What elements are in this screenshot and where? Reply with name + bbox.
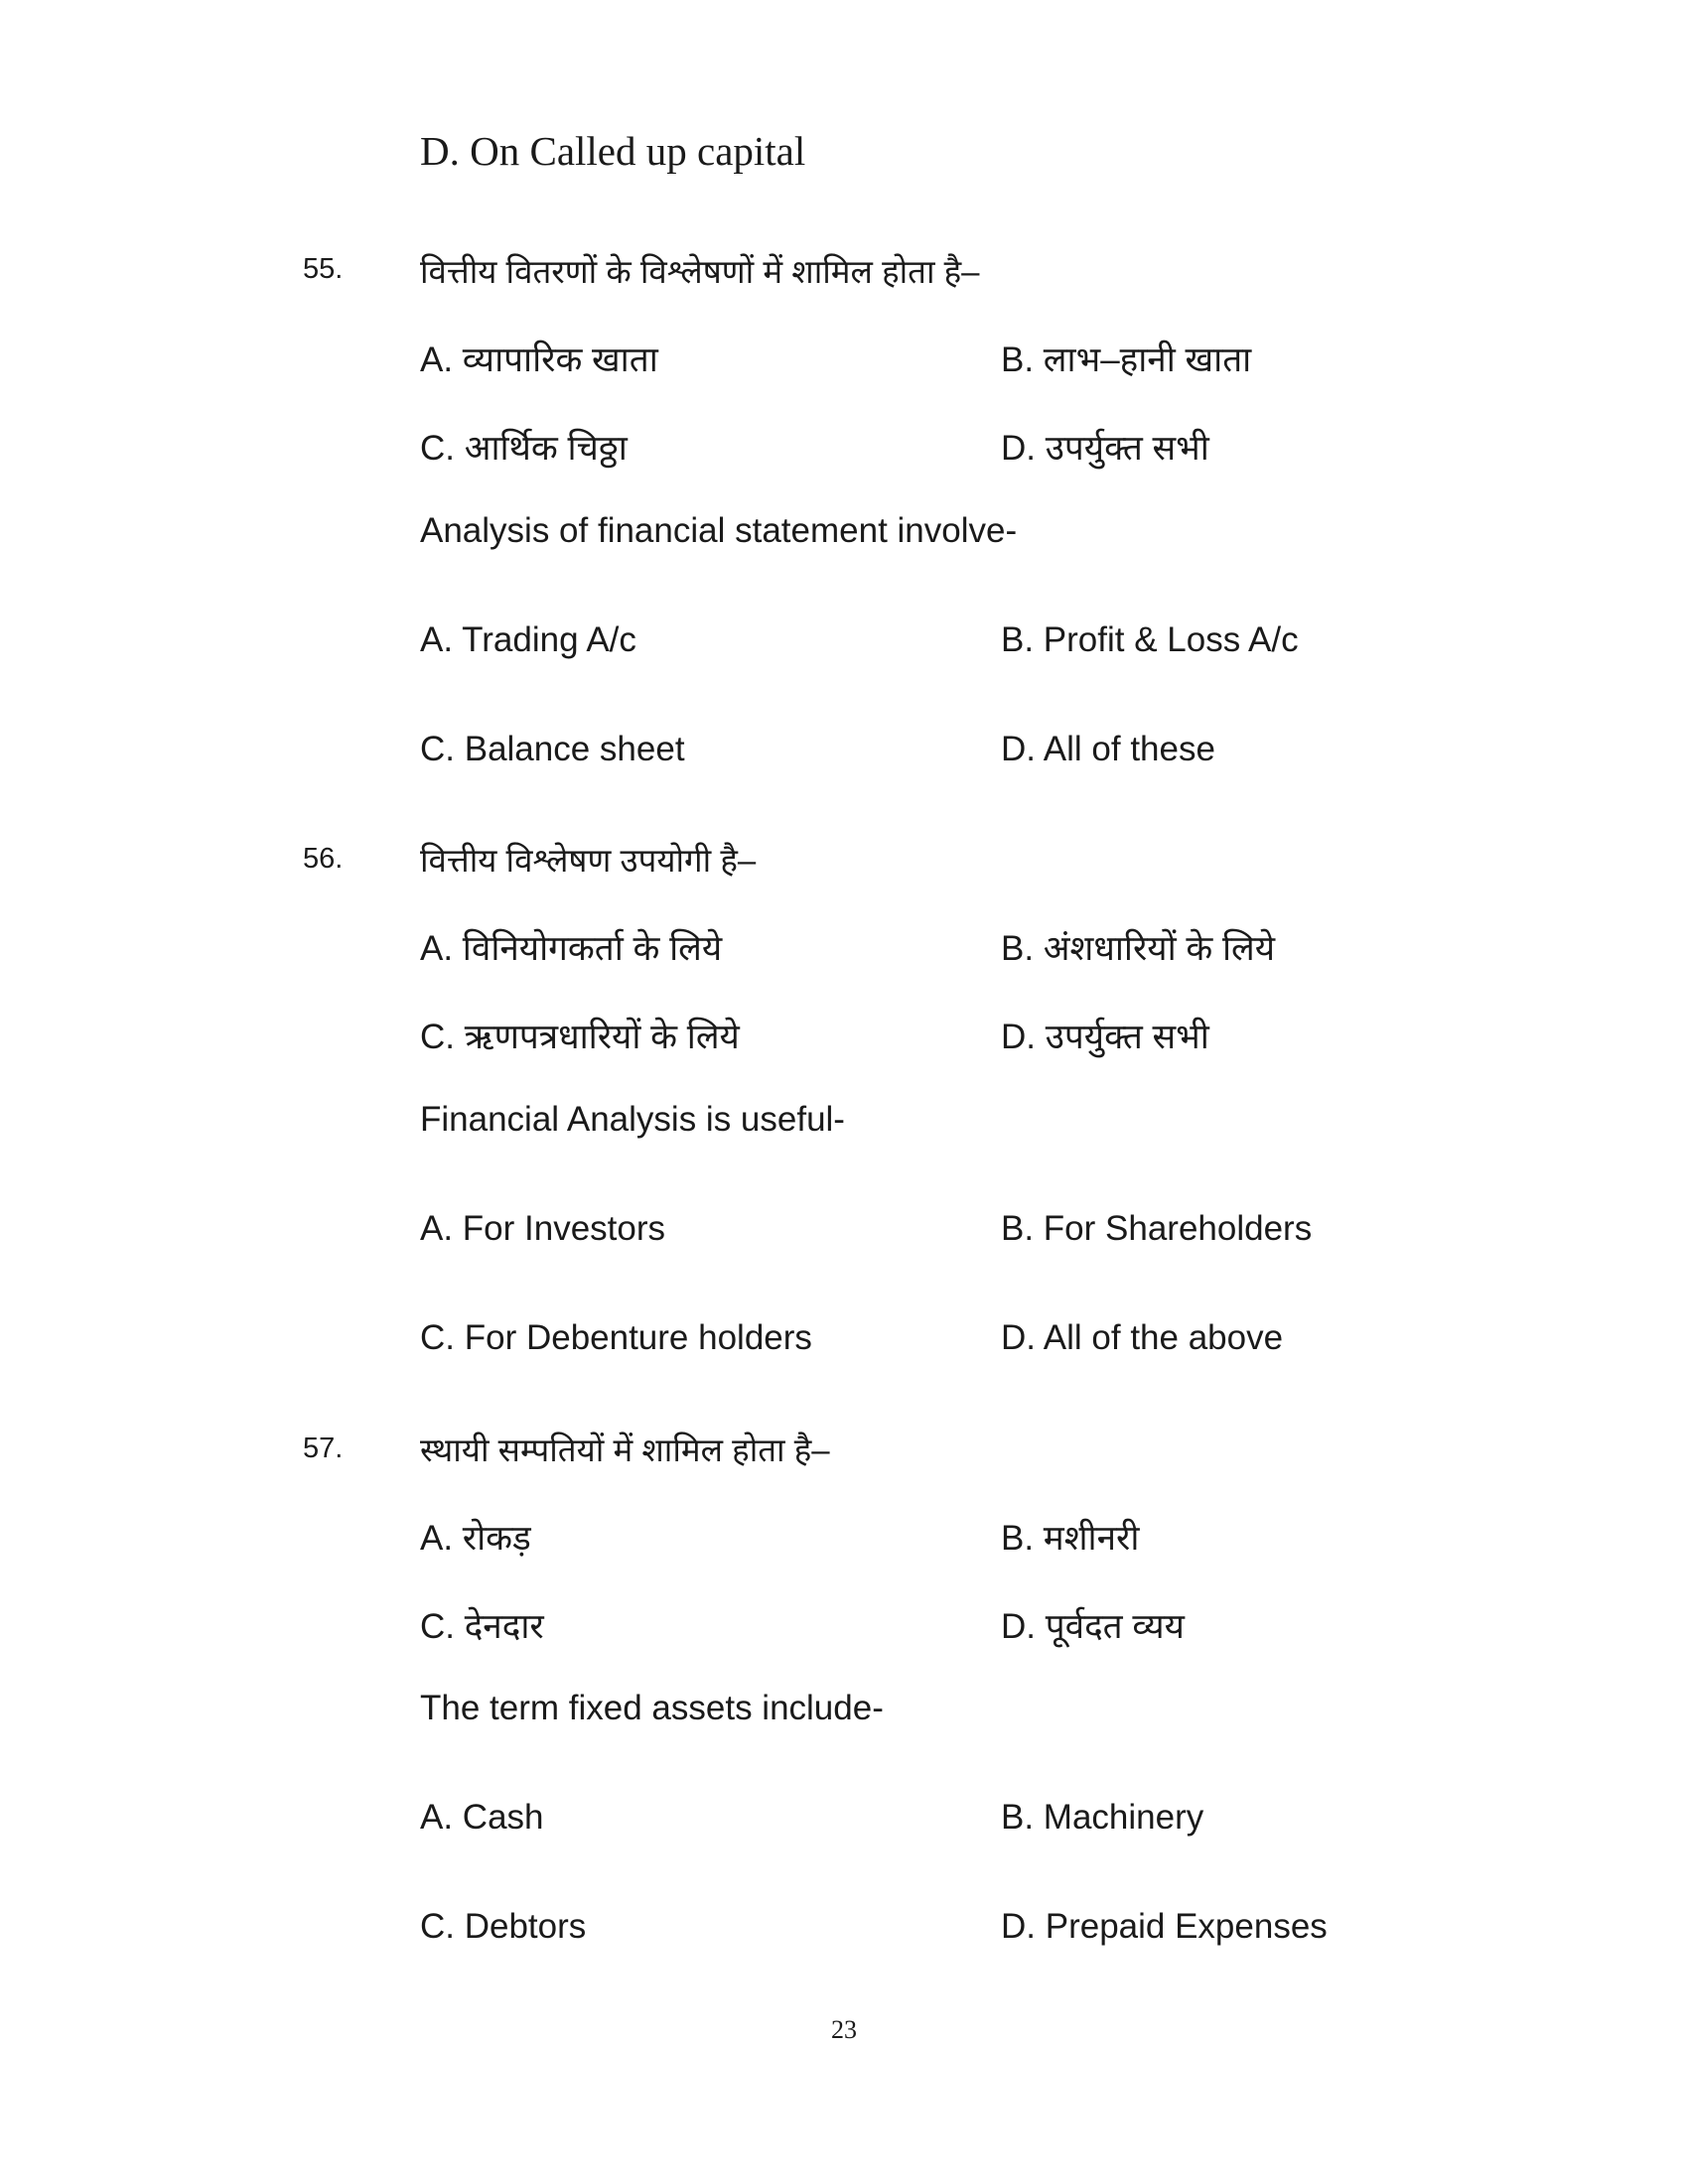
question-text-english: Financial Analysis is useful- bbox=[420, 1100, 845, 1139]
option-hindi-a: A. व्यापारिक खाता bbox=[420, 341, 658, 379]
question-number: 57. bbox=[303, 1433, 344, 1464]
option-hindi-c: C. ऋणपत्रधारियों के लिये bbox=[420, 1018, 740, 1056]
option-english-b: B. Profit & Loss A/c bbox=[1001, 620, 1299, 659]
option-hindi-c: C. देनदार bbox=[420, 1607, 544, 1646]
option-english-a: A. Cash bbox=[420, 1798, 544, 1837]
option-english-c: C. Debtors bbox=[420, 1907, 587, 1946]
option-english-c: C. Balance sheet bbox=[420, 730, 685, 768]
question-number: 56. bbox=[303, 843, 344, 875]
question-text-hindi: वित्तीय वितरणों के विश्लेषणों में शामिल होता है– bbox=[420, 253, 980, 290]
option-english-d: D. All of these bbox=[1001, 730, 1215, 768]
option-english-c: C. For Debenture holders bbox=[420, 1318, 812, 1357]
option-hindi-a: A. रोकड़ bbox=[420, 1519, 531, 1558]
option-english-a: A. Trading A/c bbox=[420, 620, 636, 659]
question-text-hindi: स्थायी सम्पतियों में शामिल होता है– bbox=[420, 1432, 830, 1468]
question-text-english: Analysis of financial statement involve- bbox=[420, 511, 1018, 550]
option-hindi-a: A. विनियोगकर्ता के लिये bbox=[420, 929, 723, 968]
option-hindi-c: C. आर्थिक चिठ्ठा bbox=[420, 429, 628, 468]
option-english-b: B. For Shareholders bbox=[1001, 1209, 1313, 1248]
option-hindi-b: B. लाभ–हानी खाता bbox=[1001, 341, 1252, 379]
option-hindi-d: D. पूर्वदत व्यय bbox=[1001, 1607, 1185, 1646]
option-hindi-d: D. उपर्युक्त सभी bbox=[1001, 429, 1209, 468]
option-hindi-b: B. मशीनरी bbox=[1001, 1519, 1140, 1558]
option-english-d: D. All of the above bbox=[1001, 1318, 1284, 1357]
option-english-d: D. Prepaid Expenses bbox=[1001, 1907, 1328, 1946]
question-text-english: The term fixed assets include- bbox=[420, 1689, 884, 1727]
option-hindi-b: B. अंशधारियों के लिये bbox=[1001, 929, 1276, 968]
carryover-option: D. On Called up capital bbox=[420, 128, 806, 174]
option-hindi-d: D. उपर्युक्त सभी bbox=[1001, 1018, 1209, 1056]
question-number: 55. bbox=[303, 253, 344, 285]
question-text-hindi: वित्तीय विश्लेषण उपयोगी है– bbox=[420, 842, 757, 879]
option-english-b: B. Machinery bbox=[1001, 1798, 1204, 1837]
option-english-a: A. For Investors bbox=[420, 1209, 666, 1248]
page-number: 23 bbox=[831, 2015, 857, 2044]
